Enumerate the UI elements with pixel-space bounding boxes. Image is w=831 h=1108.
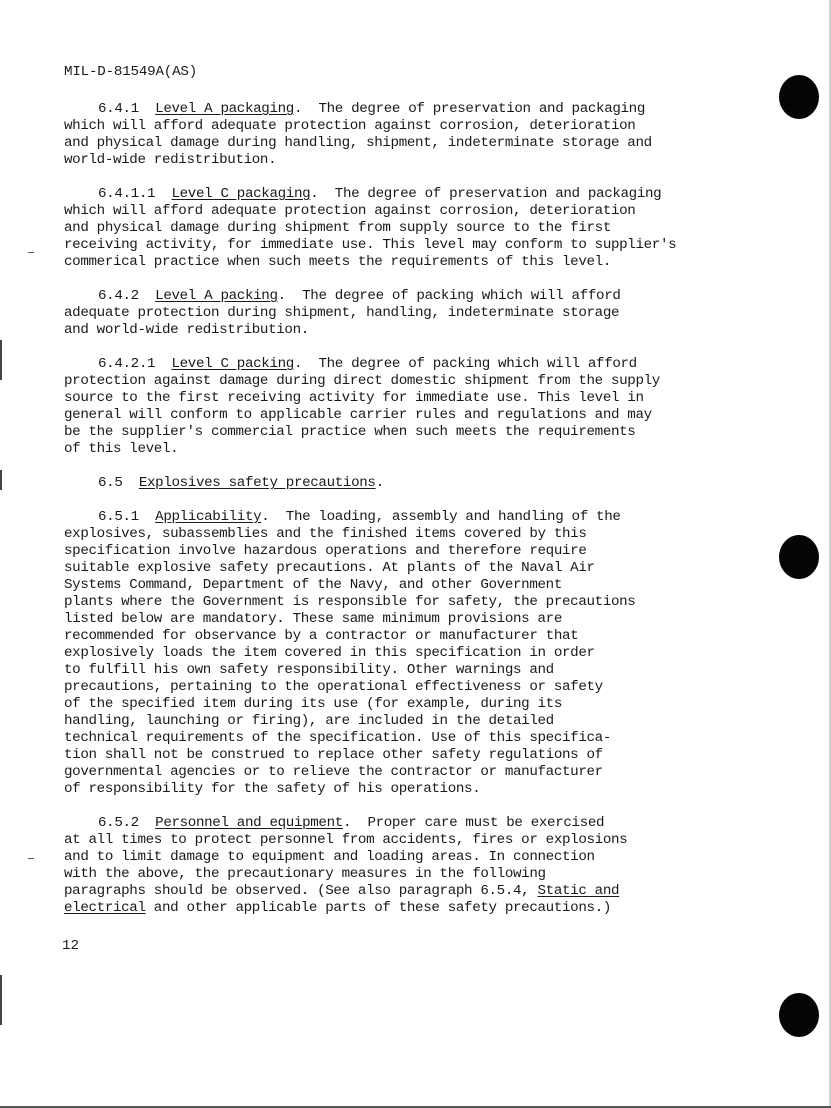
paragraph-6-4-1: 6.4.1 Level A packaging. The degree of preservation and packaging which will afford adequate protection against corrosion, deterioration and physical damage during handling, shipment, indeterminate storage and world-wide redistribution. (64, 101, 724, 169)
para-text: specification involve hazardous operations and therefore require (64, 543, 587, 559)
paragraph-6-5-2: 6.5.2 Personnel and equipment. Proper care must be exercised at all times to protect personnel from accidents, fires or explosions and to limit damage to equipment and loading areas. In connection with the above, the precautionary measures in the following paragraphs should be observed. (See also paragraph 6.5.4, Static and electrical and other applicable parts of these safety precautions.) (64, 815, 724, 917)
para-text: The degree of preservation and packaging (334, 186, 662, 202)
para-text: which will afford adequate protection against corrosion, deterioration (64, 118, 636, 134)
scan-artifact (0, 340, 2, 380)
para-text: which will afford adequate protection against corrosion, deterioration (64, 203, 636, 219)
cross-reference-title: Static and (537, 883, 620, 899)
document-id: MIL-D-81549A(AS) (64, 64, 198, 80)
binder-hole (779, 75, 819, 119)
para-text: receiving activity, for immediate use. This level may conform to supplier's (64, 237, 677, 253)
para-text: and physical damage during shipment from supply source to the first (64, 220, 611, 236)
para-title: Personnel and equipment (155, 815, 343, 831)
scan-artifact (28, 252, 34, 253)
scan-artifact (0, 975, 2, 1025)
para-number: 6.5.1 (98, 509, 139, 525)
para-text: world-wide redistribution. (64, 152, 277, 168)
para-number: 6.4.1 (98, 101, 139, 117)
scan-artifact (0, 470, 2, 490)
para-number: 6.4.2.1 (98, 356, 156, 372)
document-body (64, 101, 724, 934)
para-text: general will conform to applicable carrier rules and regulations and may (64, 407, 652, 423)
binder-hole (779, 535, 819, 579)
para-title: Level A packing (155, 288, 278, 304)
para-text: governmental agencies or to relieve the contractor or manufacturer (64, 764, 603, 780)
para-text: and to limit damage to equipment and loading areas. In connection (64, 849, 595, 865)
binder-hole (779, 993, 819, 1037)
para-text: explosively loads the item covered in this specification in order (64, 645, 595, 661)
para-title: Level C packaging (171, 186, 311, 202)
para-text: paragraphs should be observed. (See also paragraph 6.5.4, (64, 883, 530, 899)
para-text: source to the first receiving activity for immediate use. This level in (64, 390, 644, 406)
para-text: be the supplier's commercial practice when such meets the requirements (64, 424, 636, 440)
para-title: Level C packing (171, 356, 294, 372)
para-text: and other applicable parts of these safety precautions.) (145, 900, 611, 916)
para-text: The degree of packing which will afford (302, 288, 621, 304)
para-text: Systems Command, Department of the Navy, and other Government (64, 577, 562, 593)
para-text: The loading, assembly and handling of the (285, 509, 621, 525)
para-text: of this level. (64, 441, 179, 457)
para-text: protection against damage during direct domestic shipment from the supply (64, 373, 660, 389)
paragraph-6-5-1: 6.5.1 Applicability. The loading, assembly and handling of the explosives, subassemblies and the finished items covered by this specification involve hazardous operations and therefore require suitable explosive safety precautions. At plants of the Naval Air Systems Command, Department of the Navy, and other Government plants where the Government is responsible for safety, the precautions listed below are mandatory. These same minimum provisions are recommended for observance by a contractor or manufacturer that explosively loads the item covered in this specification in order to fulfill his own safety responsibility. Other warnings and precautions, pertaining to the operational effectiveness or safety of the specified item during its use (for example, during its handling, launching or firing), are included in the detailed technical requirements of the specification. Use of this specifica- tion shall not be construed to replace other safety regulations of governmental agencies or to relieve the contractor or manufacturer of responsibility for the safety of his operations. (64, 509, 724, 798)
para-number: 6.4.1.1 (98, 186, 156, 202)
para-text: commerical practice when such meets the requirements of this level. (64, 254, 611, 270)
para-text: explosives, subassemblies and the finished items covered by this (64, 526, 587, 542)
para-text: with the above, the precautionary measures in the following (64, 866, 546, 882)
para-text: and physical damage during handling, shipment, indeterminate storage and (64, 135, 652, 151)
paragraph-6-4-2-1: 6.4.2.1 Level C packing. The degree of packing which will afford protection against damage during direct domestic shipment from the supply source to the first receiving activity for immediate use. This level in general will conform to applicable carrier rules and regulations and may be the supplier's commercial practice when such meets the requirements of this level. (64, 356, 724, 458)
para-title: Level A packaging (155, 101, 294, 117)
para-text: The degree of preservation and packaging (318, 101, 646, 117)
para-text: to fulfill his own safety responsibility. Other warnings and (64, 662, 554, 678)
para-title: Applicability (155, 509, 262, 525)
para-text: tion shall not be construed to replace other safety regulations of (64, 747, 603, 763)
para-text: at all times to protect personnel from accidents, fires or explosions (64, 832, 628, 848)
section-title: Explosives safety precautions (138, 475, 376, 491)
para-text: suitable explosive safety precautions. At plants of the Naval Air (64, 560, 595, 576)
page-number: 12 (62, 938, 80, 954)
para-text: technical requirements of the specification. Use of this specifica- (64, 730, 611, 746)
para-text: plants where the Government is responsible for safety, the precautions (64, 594, 636, 610)
para-number: 6.5.2 (98, 815, 139, 831)
para-text: listed below are mandatory. These same minimum provisions are (64, 611, 562, 627)
para-text: recommended for observance by a contractor or manufacturer that (64, 628, 579, 644)
para-text: adequate protection during shipment, handling, indeterminate storage (64, 305, 620, 321)
para-text: handling, launching or firing), are included in the detailed (64, 713, 554, 729)
para-text: precautions, pertaining to the operational effectiveness or safety (64, 679, 603, 695)
para-text: Proper care must be exercised (367, 815, 605, 831)
section-heading-6-5: 6.5 Explosives safety precautions. (98, 475, 384, 491)
para-number: 6.4.2 (98, 288, 139, 304)
para-text: of the specified item during its use (for example, during its (64, 696, 562, 712)
para-text: The degree of packing which will afford (318, 356, 637, 372)
para-text: and world-wide redistribution. (64, 322, 309, 338)
paragraph-6-4-1-1: 6.4.1.1 Level C packaging. The degree of preservation and packaging which will afford adequate protection against corrosion, deterioration and physical damage during shipment from supply source to the first receiving activity, for immediate use. This level may conform to supplier's commerical practice when such meets the requirements of this level. (64, 186, 724, 271)
cross-reference-title: electrical (64, 900, 146, 916)
scan-artifact (28, 858, 34, 859)
paragraph-6-4-2: 6.4.2 Level A packing. The degree of packing which will afford adequate protection during shipment, handling, indeterminate storage and world-wide redistribution. (64, 288, 724, 339)
para-text: of responsibility for the safety of his operations. (64, 781, 481, 797)
para-number: 6.5 (98, 475, 123, 491)
